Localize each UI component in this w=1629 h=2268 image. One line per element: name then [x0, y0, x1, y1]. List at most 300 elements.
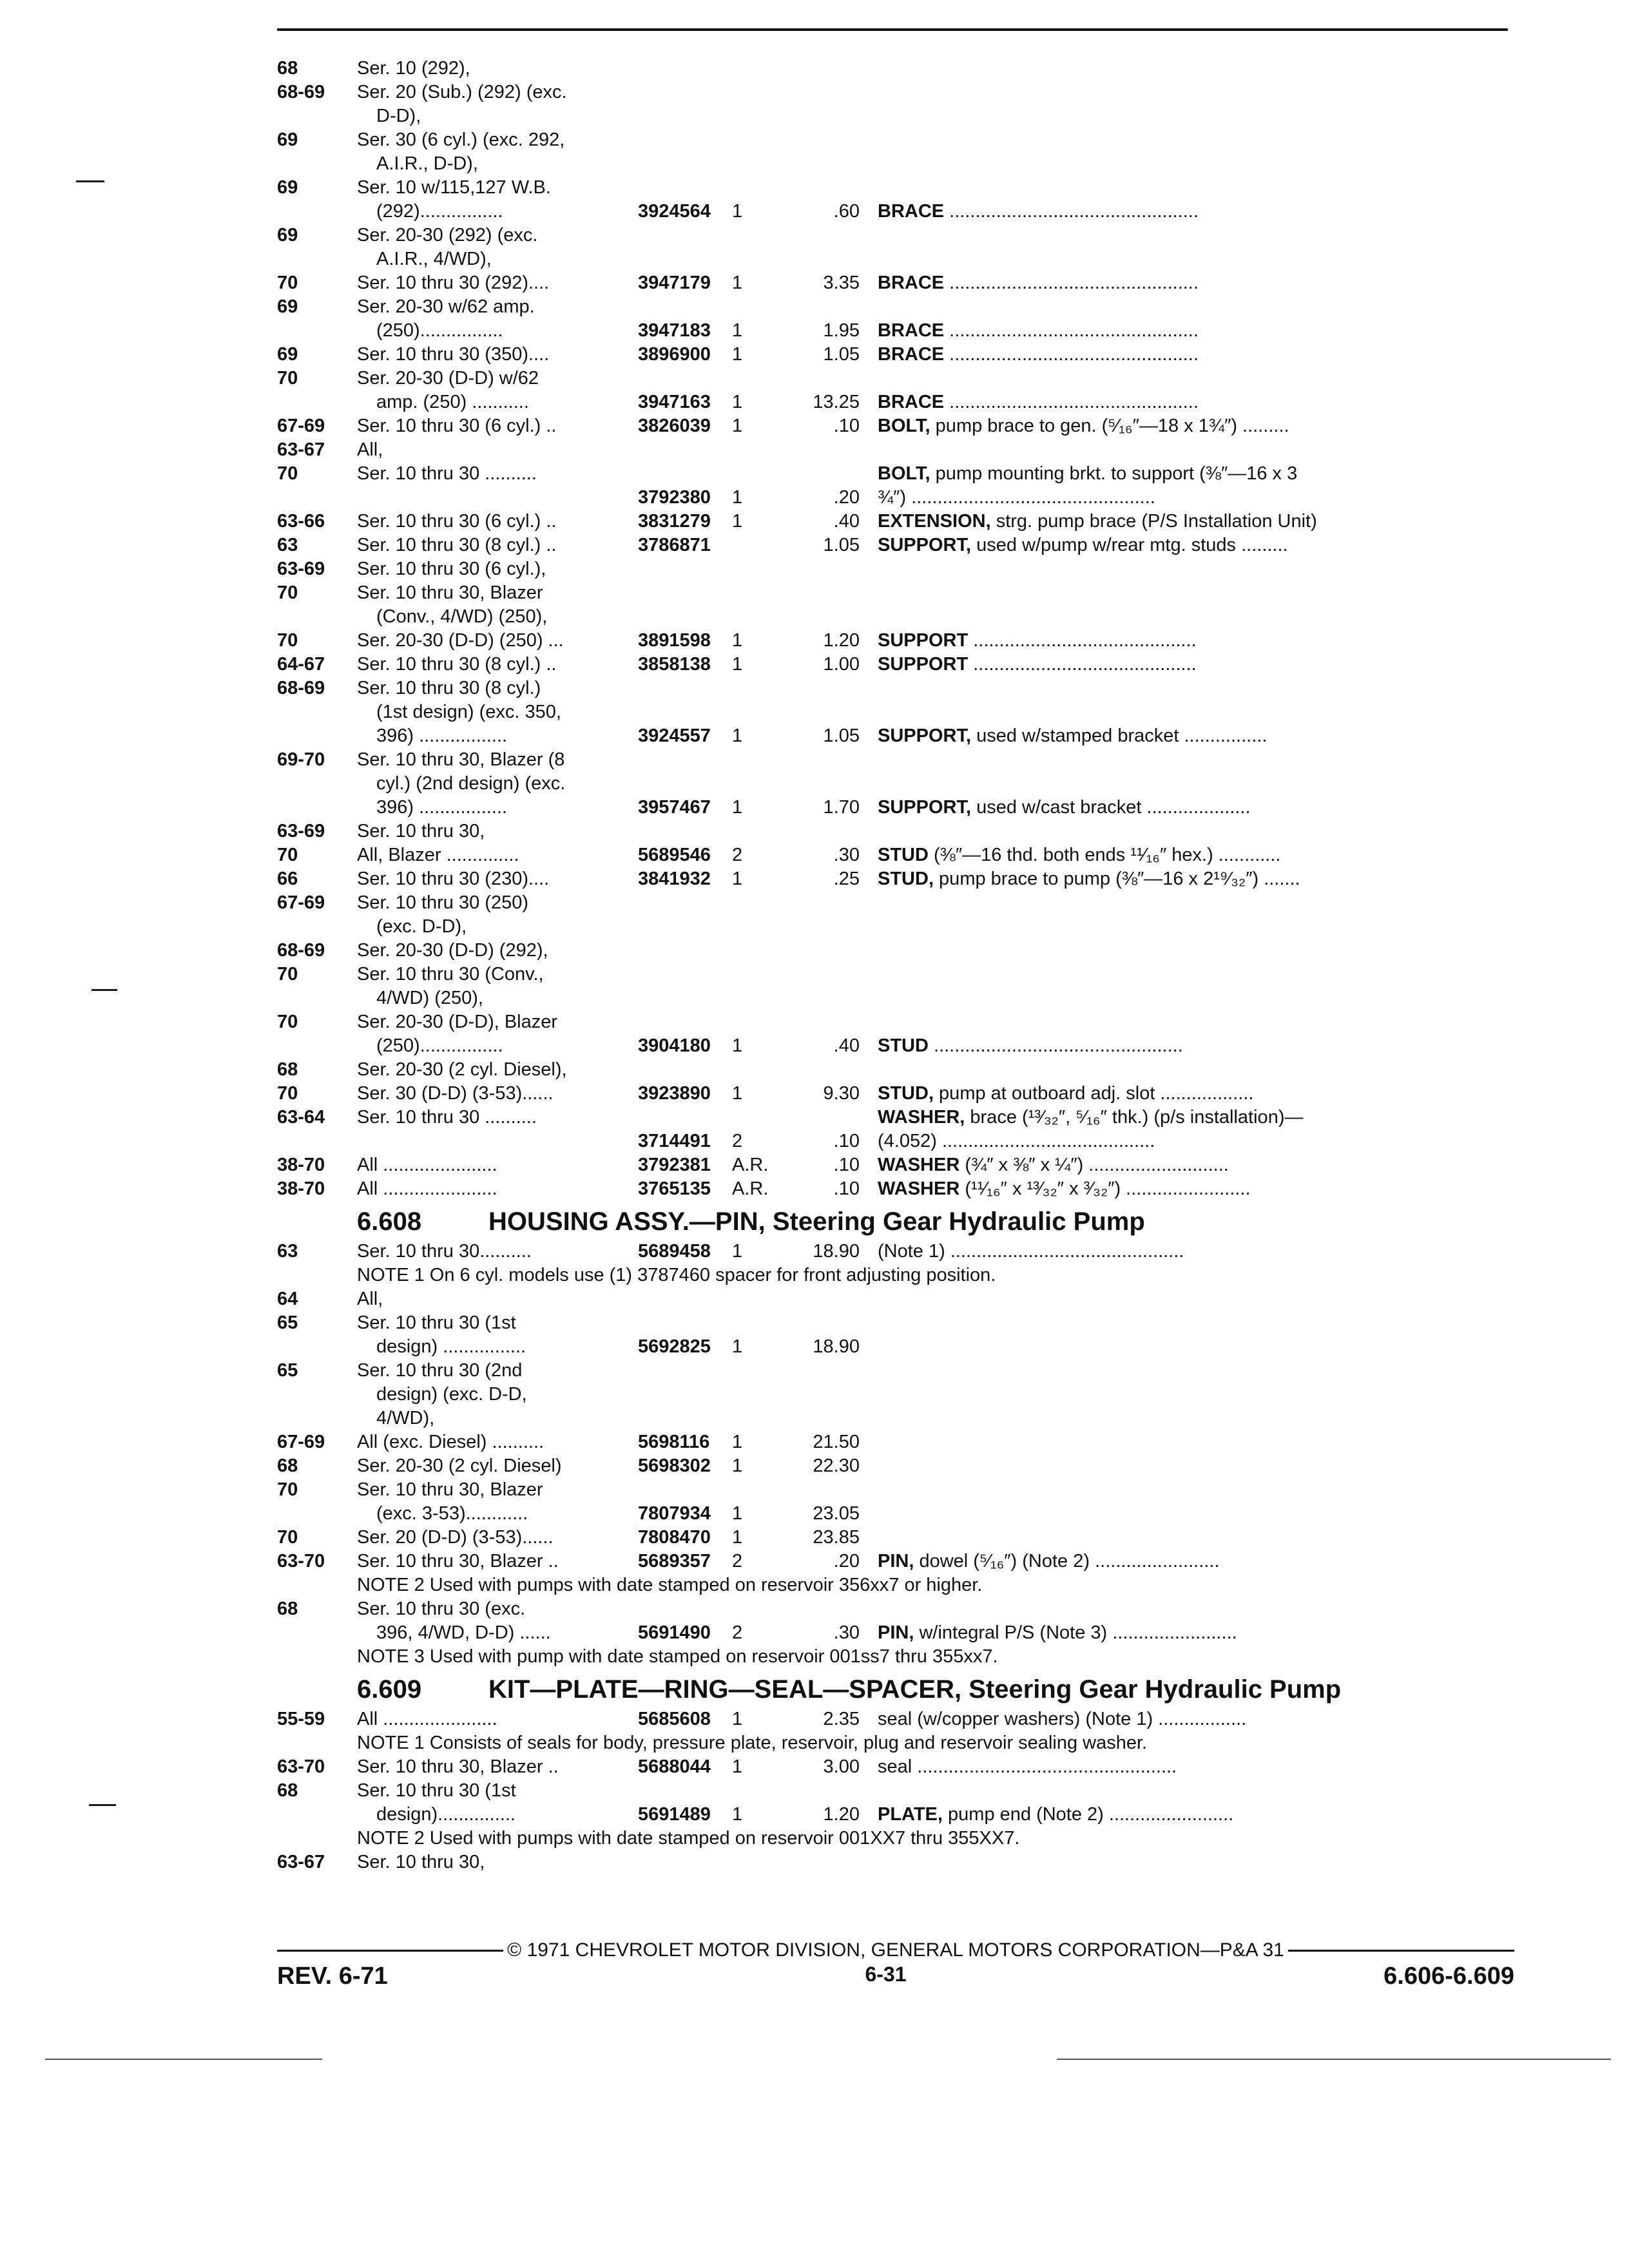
model-line: 396) ................. [376, 726, 508, 746]
model-application [357, 1779, 638, 1827]
part-description [878, 796, 1514, 820]
model-year: 70 [277, 368, 298, 389]
part-row [277, 581, 1514, 629]
model-application [357, 557, 638, 581]
model-application [357, 748, 638, 820]
note-text: NOTE 1 On 6 cyl. models use (1) 3787460 spacer for front adjusting position. [357, 1265, 996, 1285]
model-application [357, 414, 638, 438]
part-row [277, 295, 1514, 343]
model-line: Ser. 10 (292), [357, 58, 470, 79]
model-year: 63-67 [277, 439, 325, 460]
model-year: 70 [277, 964, 298, 985]
description-line: BRACE ................................................ [878, 344, 1199, 365]
part-row [277, 1153, 1514, 1177]
section-title: HOUSING ASSY.—PIN, Steering Gear Hydraulic Pump [488, 1207, 1145, 1236]
model-application [357, 128, 638, 176]
part-row [277, 867, 1514, 891]
model-line: Ser. 10 thru 30 (1st [357, 1312, 516, 1333]
model-year: 69 [277, 225, 298, 245]
model-line: Ser. 20 (D-D) (3-53)...... [357, 1527, 554, 1548]
parts-table [277, 57, 1514, 1874]
part-description [878, 319, 1514, 343]
price: 3.00 [823, 1756, 860, 1777]
price: .10 [833, 1155, 860, 1175]
price: .60 [833, 201, 860, 222]
margin-mark [92, 989, 117, 991]
model-year: 63 [277, 535, 298, 555]
model-application [357, 1153, 638, 1177]
section-heading [277, 1204, 1514, 1240]
section-number: 6.609 [357, 1675, 422, 1704]
part-row [277, 653, 1514, 677]
model-application [357, 1240, 638, 1264]
description-line: (4.052) ......................................... [878, 1131, 1155, 1151]
part-description [878, 1803, 1514, 1827]
part-row [277, 57, 1514, 81]
part-number: 3924557 [638, 726, 711, 746]
part-description [878, 390, 1514, 414]
model-line: Ser. 10 thru 30, Blazer [357, 1479, 543, 1500]
model-line: (250)................ [376, 1035, 503, 1056]
model-application [357, 1082, 638, 1106]
footer-copyright: © 1971 CHEVROLET MOTOR DIVISION, GENERAL MOTORS CORPORATION—P&A 31 [507, 1939, 1284, 1961]
part-number: 5698302 [638, 1456, 711, 1476]
model-year: 70 [277, 1527, 298, 1548]
part-description [878, 510, 1514, 533]
bottom-rule-right [1057, 2059, 1611, 2060]
model-line: Ser. 10 thru 30, Blazer .. [357, 1756, 559, 1777]
model-year: 55-59 [277, 1709, 325, 1729]
model-line: All (exc. Diesel) .......... [357, 1432, 545, 1452]
model-line: Ser. 10 thru 30 (8 cyl.) .. [357, 654, 557, 675]
part-number: 3792380 [638, 487, 711, 508]
quantity: 1 [732, 654, 743, 675]
part-row [277, 1454, 1514, 1478]
model-line: Ser. 10 thru 30 (1st [357, 1780, 516, 1801]
quantity: 1 [732, 1336, 743, 1357]
part-row [277, 1850, 1514, 1874]
price: .20 [833, 487, 860, 508]
model-application [357, 1478, 638, 1526]
quantity: 1 [732, 320, 743, 341]
quantity: 1 [732, 1804, 743, 1825]
quantity: 1 [732, 797, 743, 818]
part-row [277, 1779, 1514, 1827]
quantity: 1 [732, 1241, 743, 1262]
quantity: 2 [732, 1622, 743, 1643]
model-year: 38-70 [277, 1178, 325, 1199]
quantity: 1 [732, 630, 743, 651]
part-number: 3924564 [638, 201, 711, 222]
model-line: Ser. 10 thru 30, Blazer (8 [357, 749, 565, 770]
description-line: BRACE ................................................ [878, 320, 1199, 341]
model-year: 70 [277, 1083, 298, 1104]
model-application [357, 653, 638, 677]
price: 22.30 [813, 1456, 860, 1476]
quantity: 1 [732, 416, 743, 436]
description-line: ¾″) ............................................... [878, 487, 1155, 508]
part-row [277, 1526, 1514, 1550]
part-number: 5688044 [638, 1756, 711, 1777]
price: 1.70 [823, 797, 860, 818]
description-line: BOLT, pump mounting brkt. to support (⅜″—16 x 3 [878, 463, 1298, 484]
quantity: 1 [732, 726, 743, 746]
part-row [277, 271, 1514, 295]
part-number: 5689357 [638, 1551, 711, 1571]
model-year: 64-67 [277, 654, 325, 675]
description-line: SUPPORT ........................................... [878, 654, 1197, 675]
part-description [878, 653, 1514, 677]
model-line: Ser. 30 (6 cyl.) (exc. 292, [357, 130, 565, 150]
part-number: 3891598 [638, 630, 711, 651]
model-year: 63-67 [277, 1852, 325, 1872]
part-row [277, 367, 1514, 414]
part-number: 3896900 [638, 344, 711, 365]
part-description [878, 1755, 1514, 1779]
quantity: 1 [732, 1456, 743, 1476]
price: 1.05 [823, 535, 860, 555]
model-application [357, 939, 638, 963]
price: 23.05 [813, 1503, 860, 1524]
quantity: A.R. [732, 1155, 769, 1175]
part-row [277, 1082, 1514, 1106]
model-year: 70 [277, 845, 298, 865]
part-description [878, 1707, 1514, 1731]
model-line: Ser. 20-30 (D-D) w/62 [357, 368, 539, 389]
model-line: Ser. 10 thru 30 .......... [357, 463, 537, 484]
model-year: 70 [277, 1012, 298, 1032]
part-number: 3904180 [638, 1035, 711, 1056]
quantity: 1 [732, 1035, 743, 1056]
description-line: BRACE ................................................ [878, 392, 1199, 412]
model-application [357, 1058, 638, 1082]
part-row [277, 891, 1514, 939]
model-line: design) ................ [376, 1336, 526, 1357]
price: 2.35 [823, 1709, 860, 1729]
model-line: (1st design) (exc. 350, [376, 702, 561, 722]
page-footer [277, 1939, 1514, 1990]
footer-rule-right [1288, 1950, 1514, 1952]
part-number: 5689458 [638, 1241, 711, 1262]
part-row [277, 1478, 1514, 1526]
part-description [878, 1621, 1514, 1645]
part-number: 3714491 [638, 1131, 711, 1151]
model-application [357, 1454, 638, 1478]
model-line: Ser. 10 thru 30 (6 cyl.) .. [357, 416, 557, 436]
quantity: 2 [732, 845, 743, 865]
model-line: Ser. 10 thru 30 (6 cyl.), [357, 559, 546, 579]
footer-rule-left [277, 1950, 503, 1952]
part-description [878, 343, 1514, 367]
model-year: 67-69 [277, 892, 325, 913]
model-line: 396) ................. [376, 797, 508, 818]
part-row [277, 1707, 1514, 1731]
part-description [878, 1177, 1514, 1201]
part-row [277, 510, 1514, 533]
part-row [277, 1597, 1514, 1645]
part-number: 3792381 [638, 1155, 711, 1175]
model-year: 68-69 [277, 940, 325, 961]
price: .30 [833, 845, 860, 865]
part-number: 3831279 [638, 511, 711, 532]
footer-revision: REV. 6-71 [277, 1963, 388, 1990]
description-line: (Note 1) ............................................. [878, 1241, 1184, 1262]
note-text: NOTE 2 Used with pumps with date stamped on reservoir 356xx7 or higher. [357, 1575, 983, 1595]
quantity: 1 [732, 1503, 743, 1524]
part-row [277, 939, 1514, 963]
description-line: seal (w/copper washers) (Note 1) ................. [878, 1709, 1247, 1729]
price: 21.50 [813, 1432, 860, 1452]
model-line: Ser. 30 (D-D) (3-53)...... [357, 1083, 554, 1104]
part-row [277, 176, 1514, 224]
model-application [357, 510, 638, 533]
model-line: Ser. 10 thru 30, Blazer [357, 582, 543, 603]
note-text: NOTE 1 Consists of seals for body, pressure plate, reservoir, plug and reservoir sealing washer. [357, 1733, 1148, 1753]
part-row [277, 1058, 1514, 1082]
model-application [357, 891, 638, 939]
price: .10 [833, 1178, 860, 1199]
model-line: All, Blazer .............. [357, 845, 519, 865]
section-number: 6.608 [357, 1207, 422, 1236]
description-line: WASHER (¹¹⁄₁₆″ x ¹³⁄₃₂″ x ³⁄₃₂″) ........................ [878, 1178, 1251, 1199]
part-number: 3858138 [638, 654, 711, 675]
model-application [357, 1359, 638, 1430]
model-year: 70 [277, 630, 298, 651]
model-application [357, 271, 638, 295]
description-line: PLATE, pump end (Note 2) ........................ [878, 1804, 1234, 1825]
quantity: 2 [732, 1131, 743, 1151]
model-application [357, 629, 638, 653]
part-row [277, 462, 1514, 510]
model-application [357, 343, 638, 367]
top-rule [277, 28, 1508, 31]
model-line: design)............... [376, 1804, 516, 1825]
model-line: Ser. 10 thru 30, Blazer .. [357, 1551, 559, 1571]
quantity: 1 [732, 273, 743, 293]
model-application [357, 1010, 638, 1058]
model-line: Ser. 20-30 (292) (exc. [357, 225, 538, 245]
price: .10 [833, 1131, 860, 1151]
model-year: 70 [277, 273, 298, 293]
part-row [277, 1010, 1514, 1058]
description-line: SUPPORT, used w/cast bracket .................... [878, 797, 1251, 818]
model-line: A.I.R., D-D), [376, 153, 478, 174]
part-number: 3786871 [638, 535, 711, 555]
price: 1.05 [823, 726, 860, 746]
description-line: STUD (⅜″—16 thd. both ends ¹¹⁄₁₆″ hex.) ............ [878, 845, 1281, 865]
model-application [357, 1597, 638, 1645]
description-line: WASHER (¾″ x ⅜″ x ¼″) ........................... [878, 1155, 1229, 1175]
model-application [357, 367, 638, 414]
part-row [277, 1177, 1514, 1201]
model-application [357, 1177, 638, 1201]
section-title: KIT—PLATE—RING—SEAL—SPACER, Steering Gear Hydraulic Pump [488, 1675, 1342, 1704]
model-line: All, [357, 1289, 383, 1309]
part-number: 5691490 [638, 1622, 711, 1643]
description-line: seal .................................................. [878, 1756, 1177, 1777]
price: 9.30 [823, 1083, 860, 1104]
model-year: 70 [277, 1479, 298, 1500]
model-year: 67-69 [277, 1432, 325, 1452]
price: 3.35 [823, 273, 860, 293]
part-number: 5698116 [638, 1432, 710, 1452]
model-application [357, 1430, 638, 1454]
model-application [357, 843, 638, 867]
description-line: EXTENSION, strg. pump brace (P/S Installation Unit) [878, 511, 1317, 532]
model-year: 63-66 [277, 511, 325, 532]
model-line: D-D), [376, 106, 421, 126]
part-number: 5691489 [638, 1804, 711, 1825]
model-line: Ser. 10 thru 30 (292).... [357, 273, 550, 293]
part-row [277, 128, 1514, 176]
price: 13.25 [813, 392, 860, 412]
price: .10 [833, 416, 860, 436]
model-application [357, 1287, 638, 1311]
part-row [277, 843, 1514, 867]
description-line: PIN, dowel (⁵⁄₁₆″) (Note 2) ........................ [878, 1551, 1220, 1571]
model-line: cyl.) (2nd design) (exc. [376, 773, 566, 794]
part-row [277, 820, 1514, 843]
model-year: 68 [277, 1059, 298, 1080]
model-line: Ser. 10 thru 30 (250) [357, 892, 528, 913]
model-year: 63-70 [277, 1551, 325, 1571]
model-application [357, 963, 638, 1010]
model-application [357, 438, 638, 462]
price: 1.00 [823, 654, 860, 675]
description-line: SUPPORT, used w/pump w/rear mtg. studs ......... [878, 535, 1288, 555]
model-application [357, 57, 638, 81]
model-year: 69 [277, 344, 298, 365]
bottom-rule-left [45, 2059, 322, 2060]
part-number: 3957467 [638, 797, 711, 818]
part-description [878, 843, 1514, 867]
quantity: 1 [732, 1756, 743, 1777]
model-line: Ser. 20-30 w/62 amp. [357, 296, 535, 317]
part-description [878, 414, 1514, 438]
model-line: 4/WD), [376, 1408, 435, 1428]
description-line: STUD ................................................ [878, 1035, 1183, 1056]
price: 18.90 [813, 1336, 860, 1357]
price: 23.85 [813, 1527, 860, 1548]
model-application [357, 81, 638, 128]
part-number: 3947179 [638, 273, 711, 293]
model-line: Ser. 20-30 (D-D) (250) ... [357, 630, 564, 651]
part-row [277, 629, 1514, 653]
model-line: (250)................ [376, 320, 503, 341]
description-line: BRACE ................................................ [878, 201, 1199, 222]
model-line: All ...................... [357, 1709, 497, 1729]
quantity: 1 [732, 511, 743, 532]
quantity: 1 [732, 1083, 743, 1104]
part-row [277, 438, 1514, 462]
part-number: 3947163 [638, 392, 711, 412]
part-number: 7808470 [638, 1527, 711, 1548]
model-line: Ser. 10 thru 30 (Conv., [357, 964, 544, 985]
model-year: 69 [277, 130, 298, 150]
model-application [357, 1106, 638, 1129]
model-application [357, 677, 638, 748]
model-line: Ser. 10 thru 30 (230).... [357, 869, 550, 889]
part-description [878, 629, 1514, 653]
quantity: 1 [732, 344, 743, 365]
part-description [878, 1082, 1514, 1106]
section-heading [277, 1671, 1514, 1707]
footer-section-range: 6.606-6.609 [1383, 1963, 1514, 1990]
description-line: BOLT, pump brace to gen. (⁵⁄₁₆″—18 x 1¾″) ......... [878, 416, 1289, 436]
model-line: All ...................... [357, 1178, 497, 1199]
model-line: Ser. 10 thru 30 (8 cyl.) [357, 678, 541, 698]
part-description [878, 1034, 1514, 1058]
model-year: 70 [277, 582, 298, 603]
model-line: Ser. 20-30 (2 cyl. Diesel), [357, 1059, 567, 1080]
quantity: 1 [732, 1432, 743, 1452]
description-line: STUD, pump brace to pump (⅜″—16 x 2¹⁹⁄₃₂″) ....... [878, 869, 1300, 889]
model-application [357, 1755, 638, 1779]
model-year: 68 [277, 1456, 298, 1476]
description-line: SUPPORT ........................................... [878, 630, 1197, 651]
part-number: 7807934 [638, 1503, 711, 1524]
price: .40 [833, 511, 860, 532]
price: .20 [833, 1551, 860, 1571]
model-year: 63 [277, 1241, 298, 1262]
part-description [878, 462, 1514, 510]
price: 1.05 [823, 344, 860, 365]
part-row [277, 224, 1514, 271]
quantity: 1 [732, 1527, 743, 1548]
model-application [357, 462, 638, 486]
part-description [878, 533, 1514, 557]
part-row [277, 1311, 1514, 1359]
part-row [277, 1240, 1514, 1264]
model-year: 63-69 [277, 559, 325, 579]
part-description [878, 200, 1514, 224]
part-description [878, 1106, 1514, 1153]
model-application [357, 533, 638, 557]
quantity: 1 [732, 869, 743, 889]
model-year: 64 [277, 1289, 298, 1309]
model-year: 63-64 [277, 1107, 325, 1128]
model-line: 4/WD) (250), [376, 988, 483, 1008]
model-line: (exc. D-D), [376, 916, 467, 937]
model-application [357, 820, 638, 843]
description-line: BRACE ................................................ [878, 273, 1199, 293]
price: 18.90 [813, 1241, 860, 1262]
part-row [277, 1106, 1514, 1153]
model-year: 65 [277, 1360, 298, 1381]
margin-mark [76, 180, 104, 182]
model-line: A.I.R., 4/WD), [376, 249, 492, 269]
price: 1.20 [823, 630, 860, 651]
part-number: 5689546 [638, 845, 711, 865]
part-number: 3765135 [638, 1178, 711, 1199]
part-number: 3923890 [638, 1083, 711, 1104]
part-number: 3841932 [638, 869, 711, 889]
model-year: 69-70 [277, 749, 325, 770]
model-year: 69 [277, 296, 298, 317]
model-application [357, 295, 638, 343]
model-year: 68 [277, 58, 298, 79]
model-line: Ser. 20-30 (D-D) (292), [357, 940, 548, 961]
model-year: 68 [277, 1780, 298, 1801]
model-line: Ser. 10 thru 30 .......... [357, 1107, 537, 1128]
model-line: design) (exc. D-D, [376, 1384, 527, 1405]
model-application [357, 1311, 638, 1359]
part-row [277, 1755, 1514, 1779]
model-year: 70 [277, 463, 298, 484]
model-line: Ser. 10 thru 30, [357, 1852, 485, 1872]
part-number: 5685608 [638, 1709, 711, 1729]
quantity: A.R. [732, 1178, 769, 1199]
